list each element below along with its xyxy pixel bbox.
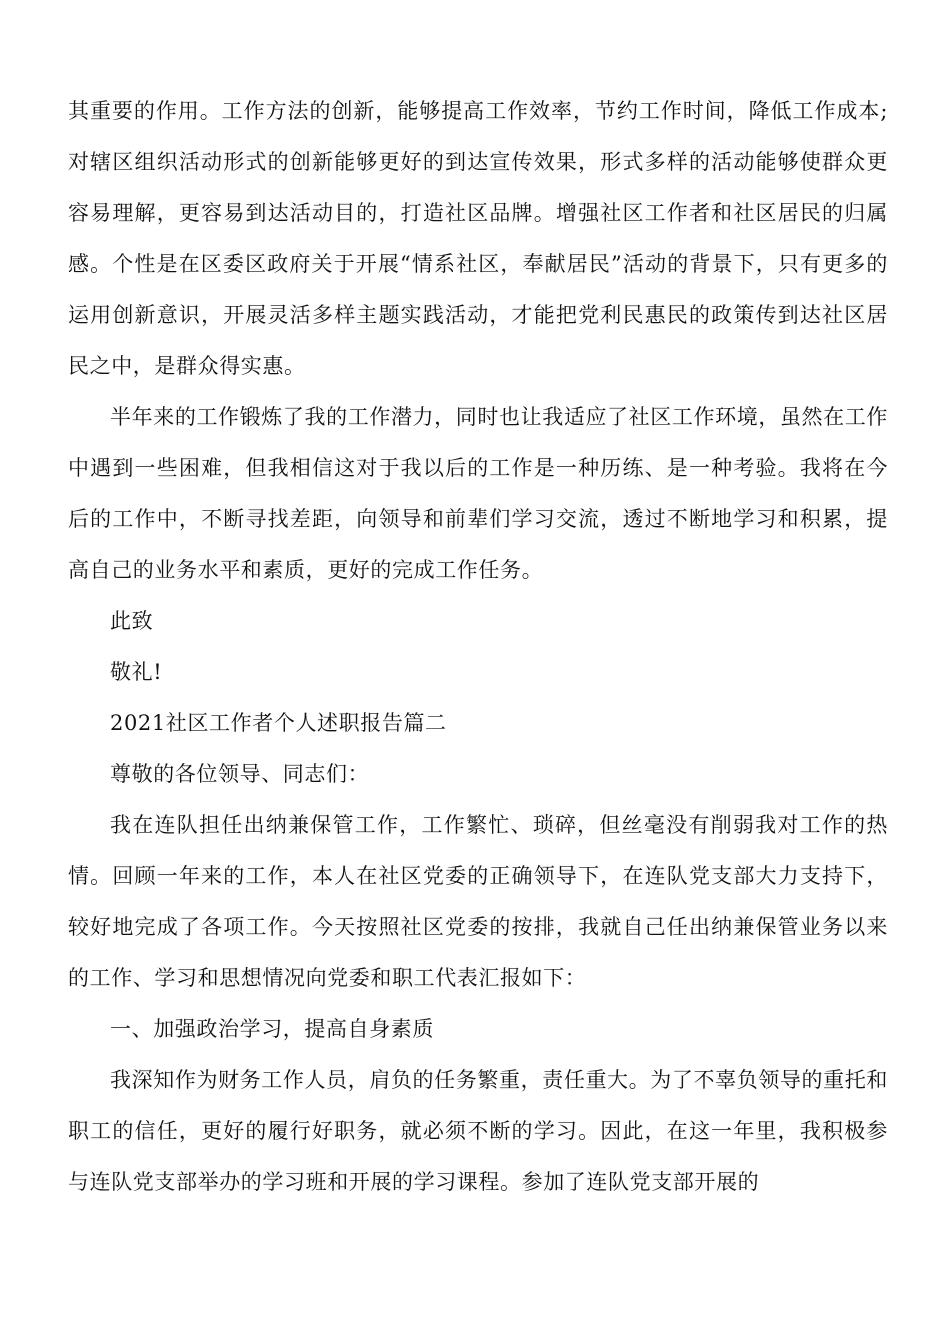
document-body: [68, 86, 888, 1208]
closing-regards: 敬礼!: [110, 660, 163, 684]
paragraph-intro: 我在连队担任出纳兼保管工作，工作繁忙、琐碎，但丝毫没有削弱我对工作的热情。回顾一年来的工作，本人在社区党委的正确领导下，在连队党支部大力支持下，较好地完成了各项工作。今天按照社区党委的按排，我就自己任出纳兼保管业务以来的工作、学习和思想情况向党委和职工代表汇报如下：: [68, 813, 888, 990]
closing-salutation: 此致: [110, 609, 154, 633]
paragraph-section-body: 我深知作为财务工作人员，肩负的任务繁重，责任重大。为了不辜负领导的重托和职工的信任，更好的履行好职务，就必须不断的学习。因此，在这一年里，我积极参与连队党支部举办的学习班和开展的学习课程。参加了连队党支部开展的: [68, 1068, 888, 1194]
report-title: 2021社区工作者个人述职报告篇二: [110, 711, 447, 735]
section-heading: 一、加强政治学习，提高自身素质: [110, 1017, 434, 1041]
paragraph-summary: 半年来的工作锻炼了我的工作潜力，同时也让我适应了社区工作环境，虽然在工作中遇到一些困难，但我相信这对于我以后的工作是一种历练、是一种考验。我将在今后的工作中，不断寻找差距，向领导和前辈们学习交流，透过不断地学习和积累，提高自己的业务水平和素质，更好的完成工作任务。: [68, 405, 888, 582]
paragraph-continued: 其重要的作用。工作方法的创新，能够提高工作效率，节约工作时间，降低工作成本;对辖区组织活动形式的创新能够更好的到达宣传效果，形式多样的活动能够使群众更容易理解，更容易到达活动目的，打造社区品牌。增强社区工作者和社区居民的归属感。个性是在区委区政府关于开展“情系社区，奉献居民”活动的背景下，只有更多的运用创新意识，开展灵活多样主题实践活动，才能把党利民惠民的政策传到达社区居民之中，是群众得实惠。: [68, 99, 888, 378]
greeting: 尊敬的各位领导、同志们：: [110, 762, 370, 786]
